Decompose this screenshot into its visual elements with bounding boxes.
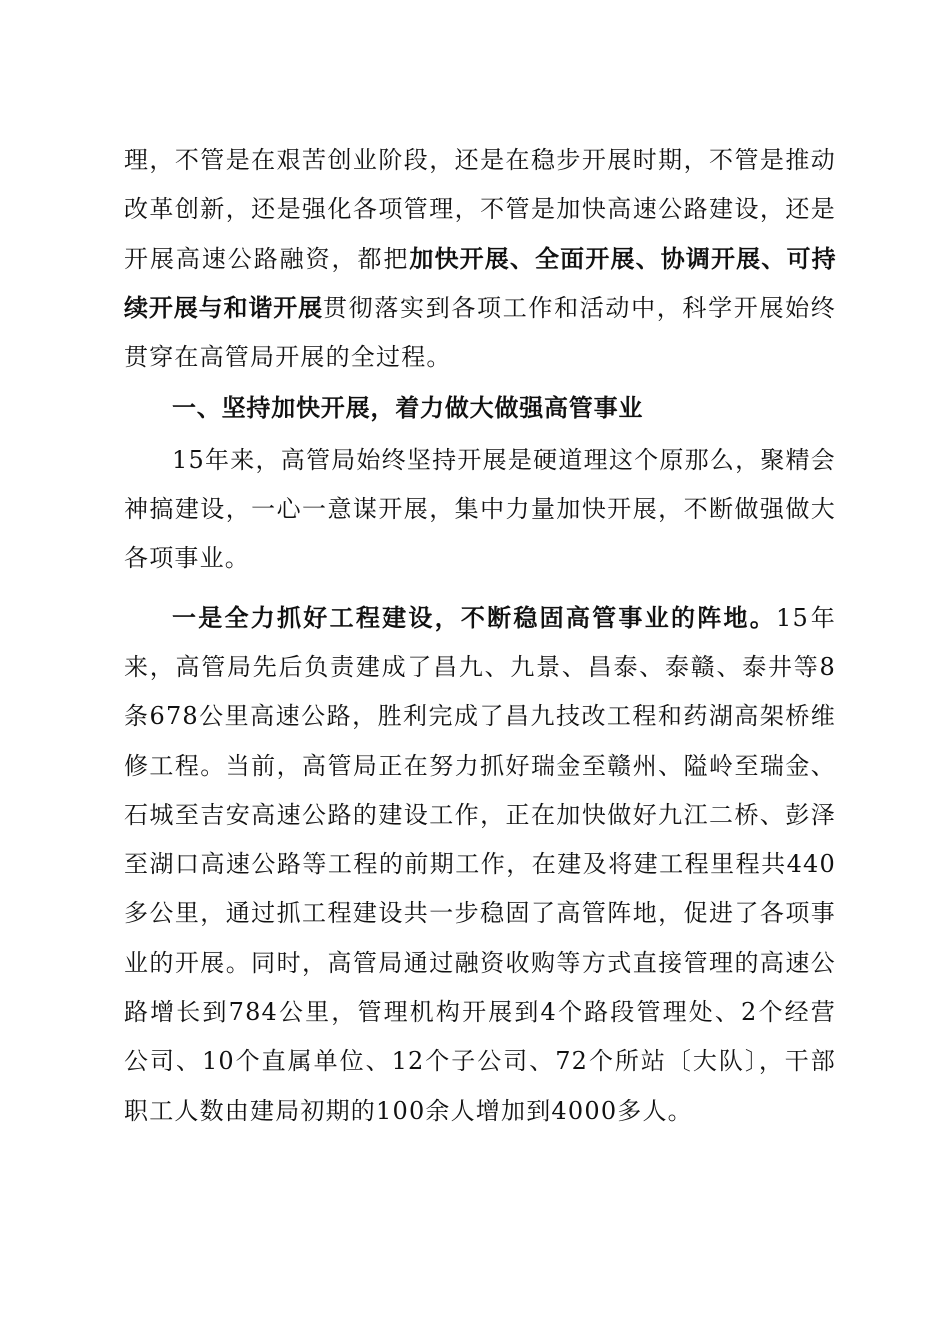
paragraph-text: 15年来，高管局先后负责建成了昌九、九景、昌泰、泰赣、泰井等8条678公里高速公路，胜利完成了昌九技改工程和药湖高架桥维修工程。当前，高管局正在努力抓好瑞金至赣州、隘岭至瑞金、石城至吉安高速公路的建设工作，正在加快做好九江二桥、彭泽至湖口高速公路等工程的前期工作，在建及将建工程里程共440多公里，通过抓工程建设共一步稳固了高管阵地，促进了各项事业的开展。同时，高管局通过融资收购等方式直接管理的高速公路增长到784公里，管理机构开展到4个路段管理处、2个经营公司、10个直属单位、12个子公司、72个所站〔大队〕，干部职工人数由建局初期的100余人增加到4000多人。 (124, 603, 836, 1125)
paragraph-continuation (124, 136, 836, 382)
paragraph-intro: 15年来，高管局始终坚持开展是硬道理这个原那么，聚精会神搞建设，一心一意谋开展，集中力量加快开展，不断做强做大各项事业。 (124, 445, 836, 573)
section-heading: 一、坚持加快开展，着力做大做强高管事业 (172, 394, 644, 423)
paragraph-text: 理，不管是在艰苦创业阶段，还是在稳步开展时期，不管是推动改革创新，还是强化各项管理，不管是加快高速公路建设，还是开展高速公路融资，都把 (124, 146, 836, 273)
document-body (124, 136, 836, 1136)
paragraph-lead-bold: 一是全力抓好工程建设，不断稳固高管事业的阵地。 (172, 603, 776, 632)
paragraph-text: 贯彻落实到各项工作和活动中，科学开展始终贯穿在高管局开展的全过程。 (124, 293, 837, 372)
paragraph-spacer (124, 584, 836, 594)
paragraph-engineering (124, 594, 836, 1136)
emphasis-text: 加快开展、全面开展、协调开展、可持续开展与和谐开展 (124, 244, 836, 322)
